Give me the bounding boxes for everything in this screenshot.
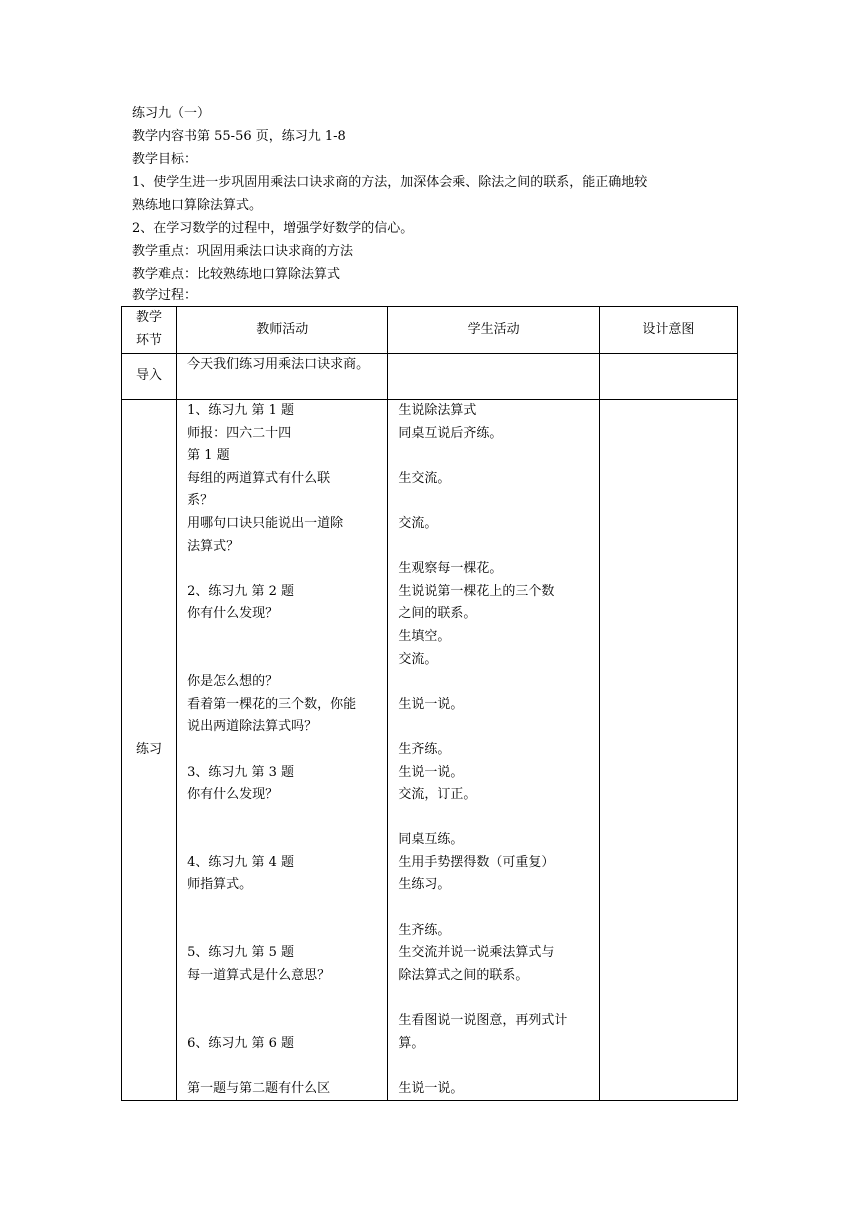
teacher-activity-line — [187, 829, 377, 852]
student-activity-line — [398, 1055, 588, 1078]
student-activity-line: 生看图说一说图意，再列式计 — [398, 1013, 568, 1029]
student-activity-line — [398, 807, 588, 830]
teacher-activity-line — [187, 1010, 377, 1033]
teacher-activity-line: 2、练习九 第 2 题 — [187, 583, 295, 599]
intro-intent — [599, 354, 737, 400]
header-teacher: 教师活动 — [177, 307, 388, 354]
header-row — [122, 307, 738, 354]
student-activity-line: 同桌互练。 — [398, 832, 464, 848]
student-activity-line — [398, 716, 588, 739]
teacher-activity-line — [187, 626, 377, 649]
student-activity-line — [398, 536, 588, 559]
objective-1b: 熟练地口算除法算式。 — [132, 198, 263, 213]
teacher-activity-line: 每一道算式是什么意思？ — [187, 967, 331, 983]
process-label: 教学过程： — [132, 288, 198, 303]
objective-2: 2、在学习数学的过程中，增强学好数学的信心。 — [132, 221, 414, 236]
student-activity-line — [398, 490, 588, 513]
practice-stage: 练习 — [122, 400, 177, 1101]
teacher-activity-line — [187, 807, 377, 830]
teacher-activity-line: 说出两道除法算式吗？ — [187, 719, 318, 735]
teacher-activity-line — [187, 920, 377, 943]
teacher-activity-line: 每组的两道算式有什么联 — [187, 470, 331, 486]
student-activity-line: 生用手势摆得数（可重复） — [398, 854, 555, 870]
intro-stage: 导入 — [122, 354, 177, 400]
teacher-activity-line: 5、练习九 第 5 题 — [187, 945, 295, 961]
objective-1a: 1、使学生进一步巩固用乘法口诀求商的方法，加深体会乘、除法之间的联系，能正确地较 — [132, 175, 648, 190]
difficulty: 教学难点：比较熟练地口算除法算式 — [132, 267, 341, 282]
teacher-activity-line: 1、练习九 第 1 题 — [187, 403, 295, 418]
teacher-activity-line: 系？ — [187, 493, 214, 509]
practice-row — [122, 400, 738, 1101]
teacher-activity-line — [187, 739, 377, 762]
teacher-activity-line — [187, 987, 377, 1010]
student-activity-line — [398, 671, 588, 694]
teacher-activity-line — [187, 897, 377, 920]
lesson-table — [121, 306, 738, 1101]
teacher-activity-line: 3、练习九 第 3 题 — [187, 764, 295, 780]
practice-intent — [599, 400, 737, 1101]
student-activity-line — [398, 445, 588, 468]
teacher-activity-line: 第 1 题 — [187, 448, 230, 464]
student-activity-line: 之间的联系。 — [398, 606, 477, 622]
teacher-activity-line: 你有什么发现？ — [187, 787, 279, 803]
student-activity-line: 交流，订正。 — [398, 787, 477, 803]
header-intent: 设计意图 — [599, 307, 737, 354]
teacher-activity-line: 用哪句口诀只能说出一道除 — [187, 515, 344, 531]
student-activity-line: 交流。 — [398, 515, 438, 531]
teacher-activity-line: 4、练习九 第 4 题 — [187, 854, 295, 870]
objectives-label: 教学目标： — [132, 152, 198, 167]
student-activity-line: 生说一说。 — [398, 696, 464, 712]
header-stage: 教学环节 — [122, 307, 177, 354]
student-activity-line: 生说一说。 — [398, 764, 464, 780]
practice-student — [388, 400, 599, 1101]
student-activity-line: 生填空。 — [398, 628, 451, 644]
teacher-activity-line: 看着第一棵花的三个数，你能 — [187, 696, 357, 712]
student-activity-line: 除法算式之间的联系。 — [398, 967, 529, 983]
student-activity-line: 生交流。 — [398, 470, 451, 486]
student-activity-line: 生交流并说一说乘法算式与 — [398, 945, 555, 961]
student-activity-line — [398, 897, 588, 920]
teacher-activity-line: 师报：四六二十四 — [187, 425, 292, 441]
teacher-activity-line: 你是怎么想的？ — [187, 674, 279, 690]
student-activity-line: 生齐练。 — [398, 741, 451, 757]
header-student: 学生活动 — [388, 307, 599, 354]
teacher-activity-line: 第一题与第二题有什么区 — [187, 1080, 331, 1096]
student-activity-line: 交流。 — [398, 651, 438, 667]
teacher-activity-line: 法算式？ — [187, 538, 240, 554]
student-activity-line: 生说说第一棵花上的三个数 — [398, 583, 555, 599]
teacher-activity-line — [187, 1055, 377, 1078]
teacher-activity-line — [187, 558, 377, 581]
student-activity-line: 生说除法算式 — [398, 403, 477, 418]
intro-teacher: 今天我们练习用乘法口诀求商。 — [177, 354, 388, 400]
student-activity-line: 生观察每一棵花。 — [398, 561, 503, 577]
intro-row — [122, 354, 738, 400]
key-point: 教学重点：巩固用乘法口诀求商的方法 — [132, 244, 354, 259]
intro-student — [388, 354, 599, 400]
student-activity-line: 同桌互说后齐练。 — [398, 425, 503, 441]
content-line: 教学内容书第 55-56 页，练习九 1-8 — [132, 129, 346, 144]
teacher-activity-line: 师指算式。 — [187, 877, 253, 893]
student-activity-line — [398, 987, 588, 1010]
student-activity-line: 生说一说。 — [398, 1080, 464, 1096]
teacher-activity-line: 6、练习九 第 6 题 — [187, 1035, 295, 1051]
doc-title: 练习九（一） — [132, 106, 211, 121]
practice-teacher — [177, 400, 388, 1101]
teacher-activity-line — [187, 649, 377, 672]
student-activity-line: 算。 — [398, 1035, 425, 1051]
teacher-activity-line: 你有什么发现？ — [187, 606, 279, 622]
student-activity-line: 生齐练。 — [398, 922, 451, 938]
student-activity-line: 生练习。 — [398, 877, 451, 893]
